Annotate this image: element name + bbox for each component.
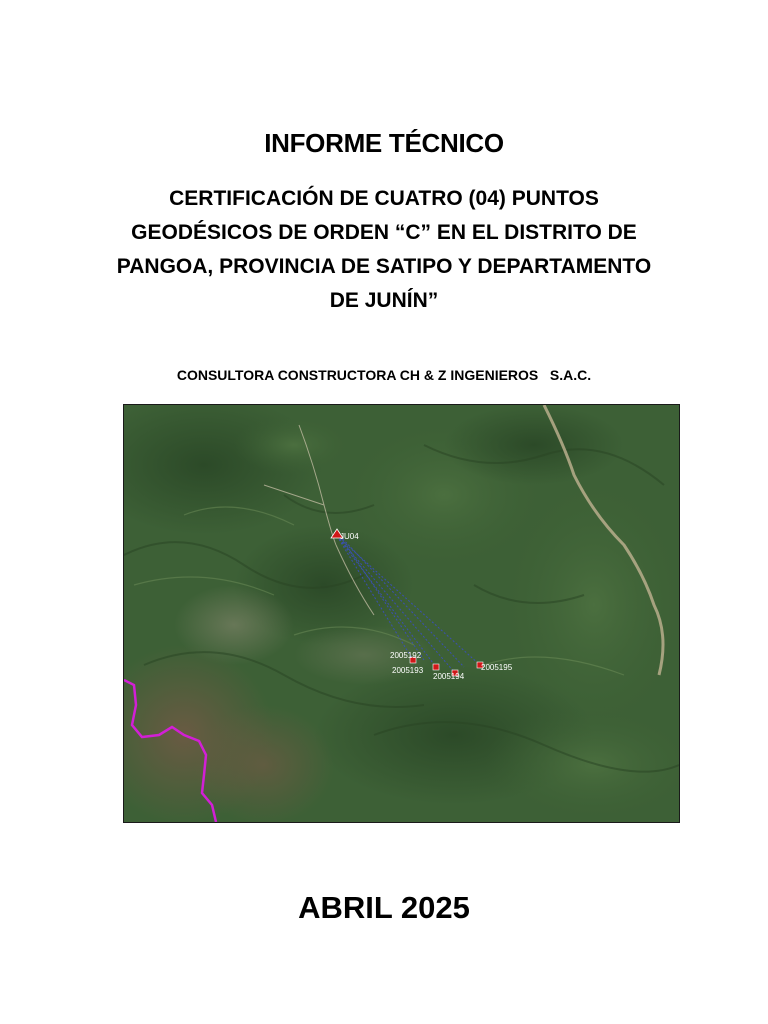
survey-point-label: 2005192 xyxy=(390,651,422,660)
satellite-map xyxy=(123,404,680,823)
red-square-icon xyxy=(433,664,439,670)
subtitle-line: CERTIFICACIÓN DE CUATRO (04) PUNTOS xyxy=(169,187,599,210)
document-date: ABRIL 2025 xyxy=(298,890,470,925)
subtitle-line: PANGOA, PROVINCIA DE SATIPO Y DEPARTAMENTO xyxy=(116,255,652,278)
survey-point-2005194 xyxy=(433,670,465,681)
document-title: INFORME TÉCNICO xyxy=(264,128,504,158)
document-subtitle xyxy=(90,182,678,318)
survey-point-label: 2005193 xyxy=(392,666,424,675)
survey-point-label: 2005195 xyxy=(481,663,513,672)
map-canvas xyxy=(124,405,679,822)
subtitle-line: DE JUNÍN” xyxy=(329,289,439,312)
company-name: CONSULTORA CONSTRUCTORA CH & Z INGENIEROS S.A.C. xyxy=(176,367,592,383)
survey-point-label: 2005194 xyxy=(433,672,465,681)
subtitle-line: GEODÉSICOS DE ORDEN “C” EN EL DISTRITO DE xyxy=(131,221,637,244)
terrain-texture xyxy=(124,405,679,822)
base-point-label: JU04 xyxy=(340,532,359,541)
survey-point-2005195 xyxy=(477,662,513,672)
